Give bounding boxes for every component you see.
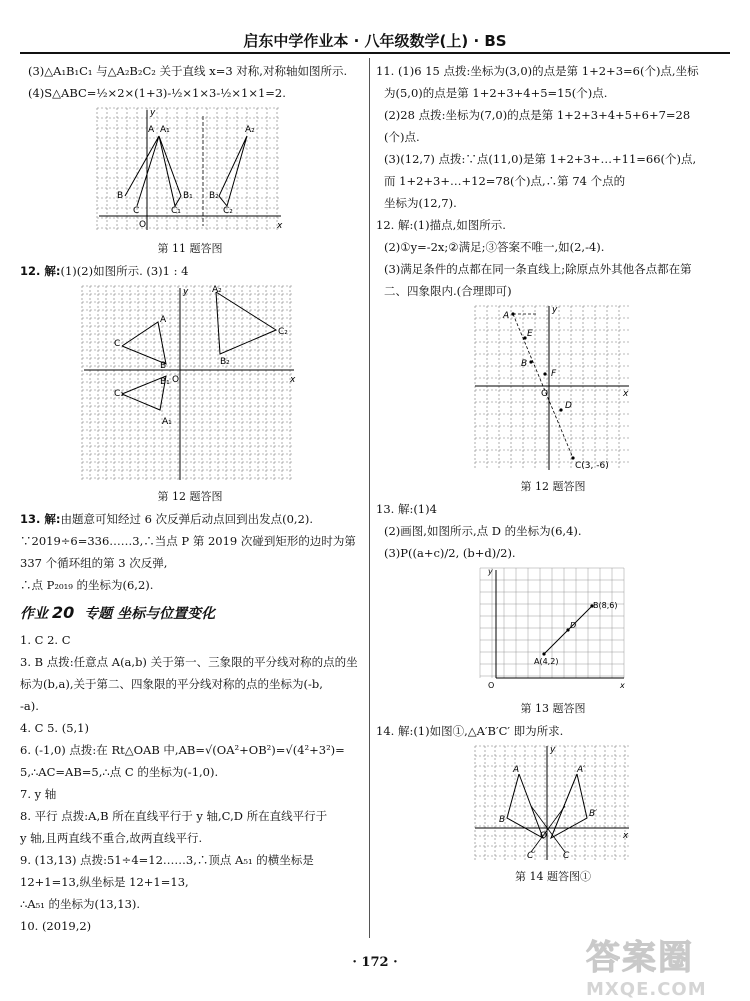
label-b1: B₁ — [183, 191, 193, 201]
label-b: B(8,6) — [593, 601, 618, 610]
answer-line: 12+1=13,纵坐标是 12+1=13, — [20, 875, 189, 889]
answer-line: (3)P((a+c)/2, (b+d)/2). — [384, 546, 516, 560]
label-d: D — [570, 621, 577, 630]
triangle-abc — [125, 136, 159, 206]
section-heading — [20, 602, 360, 625]
triangle-a2b2c2 — [219, 136, 247, 206]
label-x: x — [290, 375, 296, 385]
answer-line: (4)S△ABC=½×2×(1+3)-½×1×3-½×1×1=2. — [28, 86, 286, 100]
question-number: 13. 解: — [20, 512, 61, 526]
label-a-prime: A′ — [577, 765, 586, 775]
label-origin: O — [488, 681, 495, 690]
label-c2: C₂ — [223, 206, 233, 216]
label-a: A — [513, 765, 520, 775]
label-a: A(4,2) — [534, 657, 559, 666]
page-number: · 172 · — [352, 955, 398, 970]
label-c: C — [563, 851, 570, 861]
answer-line: 13. 解:(1)4 — [376, 502, 437, 516]
answer-line: -a). — [20, 699, 39, 713]
label-origin: O — [139, 220, 147, 230]
point-c — [571, 456, 574, 459]
page-header — [20, 8, 730, 54]
grid — [82, 286, 294, 480]
answer-line: 5,∴AC=AB=5,∴点 C 的坐标为(-1,0). — [20, 765, 219, 779]
label-c: C — [114, 339, 121, 349]
label-y: y — [150, 108, 156, 118]
label-a: A — [160, 315, 167, 325]
label-a1: A₁ — [160, 125, 170, 135]
answer-line: 9. (13,13) 点拨:51÷4=12……3,∴顶点 A₅₁ 的横坐标是 — [20, 853, 314, 867]
answer-line: 337 个循环组的第 3 次反弹, — [20, 556, 168, 570]
watermark-text: 答案圈 — [586, 938, 694, 978]
figure-caption: 第 12 题答图 — [157, 490, 223, 503]
answer-line: (2)28 点拨:坐标为(7,0)的点是第 1+2+3+4+5+6+7=28 — [384, 108, 691, 122]
section-number: 20 — [52, 603, 75, 622]
answer-line: 4. C 5. (5,1) — [20, 721, 89, 735]
label-x: x — [277, 221, 283, 231]
answer-line: (2)①y=-2x;②满足;③答案不唯一,如(2,-4). — [384, 240, 605, 254]
answer-line: (2)画图,如图所示,点 D 的坐标为(6,4). — [384, 524, 582, 538]
point-a — [542, 652, 545, 655]
label-f: F — [551, 369, 557, 379]
grid — [475, 746, 629, 860]
label-origin: O — [172, 375, 180, 385]
answer-line: 7. y 轴 — [20, 787, 57, 801]
answer-line: (个)点. — [384, 130, 420, 144]
label-a2: A₂ — [212, 285, 222, 295]
column-divider — [369, 58, 370, 938]
label-b2: B₂ — [220, 357, 230, 367]
right-column — [376, 60, 730, 888]
point-b — [529, 360, 532, 363]
answer-line: (3)△A₁B₁C₁ 与△A₂B₂C₂ 关于直线 x=3 对称,对称轴如图所示. — [28, 64, 348, 78]
label-c1: C₁ — [114, 389, 124, 399]
section-title: 专题 坐标与位置变化 — [84, 606, 216, 622]
figure-caption: 第 13 题答图 — [520, 702, 586, 715]
figure-11 — [95, 106, 285, 236]
answer-line: 而 1+2+3+…+12=78(个)点,∴第 74 个点的 — [384, 174, 626, 188]
label-c1: C₁ — [171, 206, 181, 216]
answer-line: 11. (1)6 15 点拨:坐标为(3,0)的点是第 1+2+3=6(个)点,坐标 — [376, 64, 699, 78]
label-e: E — [527, 329, 533, 339]
answer-line: y 轴,且两直线不重合,故两直线平行. — [20, 831, 203, 845]
label-c: C(3, -6) — [575, 461, 609, 471]
label-origin: O — [541, 389, 549, 399]
header-title: 启东中学作业本 · 八年级数学(上) · BS — [243, 32, 507, 50]
answer-line: 14. 解:(1)如图①,△A′B′C′ 即为所求. — [376, 724, 564, 738]
section-prefix: 作业 — [20, 606, 48, 622]
answer-line: ∴A₅₁ 的坐标为(13,13). — [20, 897, 141, 911]
label-x: x — [623, 389, 629, 399]
figure-caption: 第 14 题答图① — [515, 870, 591, 883]
label-y: y — [550, 745, 556, 755]
label-c: C — [133, 206, 140, 216]
figure-12-right — [473, 304, 633, 474]
watermark-url: MXQE.COM — [586, 979, 707, 1000]
answer-line: 3. B 点拨:任意点 A(a,b) 关于第一、三象限的平分线对称的点的坐 — [20, 655, 358, 669]
watermark-logo — [586, 930, 736, 1000]
label-x: x — [623, 831, 629, 841]
grid — [475, 306, 629, 470]
answer-line: ∵2019÷6=336……3,∴当点 P 第 2019 次碰到矩形的边时为第 — [20, 534, 356, 548]
label-x: x — [620, 681, 625, 690]
answer-text: 由题意可知经过 6 次反弹后动点回到出发点(0,2). — [60, 512, 314, 526]
question-number: 12. 解: — [20, 264, 61, 278]
label-a: A — [148, 125, 155, 135]
label-y: y — [552, 305, 558, 315]
answer-line: ∴点 P₂₀₁₉ 的坐标为(6,2). — [20, 578, 154, 592]
label-y: y — [183, 287, 189, 297]
answer-line: 8. 平行 点拨:A,B 所在直线平行于 y 轴,C,D 所在直线平行于 — [20, 809, 328, 823]
label-d: D — [565, 401, 572, 411]
label-c-prime: C′ — [527, 851, 536, 861]
label-b: B — [499, 815, 506, 825]
answer-line: 1. C 2. C — [20, 633, 71, 647]
label-c2: C₂ — [278, 327, 288, 337]
point-a — [511, 312, 514, 315]
figure-14 — [473, 744, 633, 864]
label-b: B — [521, 359, 528, 369]
label-b2: B₂ — [209, 191, 219, 201]
answer-line: 12. 解:(1)描点,如图所示. — [376, 218, 506, 232]
left-column — [20, 60, 360, 937]
answer-line: (3)满足条件的点都在同一条直线上;除原点外其他各点都在第 — [384, 262, 692, 276]
label-a1: A₁ — [162, 417, 172, 427]
label-origin: O — [540, 831, 548, 841]
answer-line: (3)(12,7) 点拨:∵点(11,0)是第 1+2+3+…+11=66(个)点, — [384, 152, 697, 166]
figure-caption: 第 12 题答图 — [520, 480, 586, 493]
label-a: A — [503, 311, 510, 321]
figure-12-left — [80, 284, 300, 484]
label-b: B — [117, 191, 124, 201]
label-b-prime: B′ — [589, 809, 598, 819]
figure-caption: 第 11 题答图 — [157, 242, 223, 255]
answer-text: (1)(2)如图所示. (3)1 : 4 — [60, 264, 189, 278]
label-a2: A₂ — [245, 125, 255, 135]
answer-line: 标为(b,a),关于第二、四象限的平分线对称的点的坐标为(-b, — [20, 677, 323, 691]
figure-13 — [478, 566, 628, 696]
label-b: B — [160, 361, 167, 371]
triangle-a2b2c2 — [216, 292, 276, 354]
answer-line: 6. (-1,0) 点拨:在 Rt△OAB 中,AB=√(OA²+OB²)=√(4²+3²)= — [20, 743, 345, 757]
label-b1: B₁ — [160, 377, 170, 387]
answer-line: 10. (2019,2) — [20, 919, 92, 933]
answer-line: 坐标为(12,7). — [384, 196, 457, 210]
label-y: y — [488, 567, 493, 576]
answer-line: 为(5,0)的点是第 1+2+3+4+5=15(个)点. — [384, 86, 608, 100]
point-f — [543, 372, 546, 375]
point-d — [559, 408, 562, 411]
triangle-a1b1c1 — [159, 136, 181, 206]
answer-line: 二、四象限内.(合理即可) — [384, 284, 512, 298]
